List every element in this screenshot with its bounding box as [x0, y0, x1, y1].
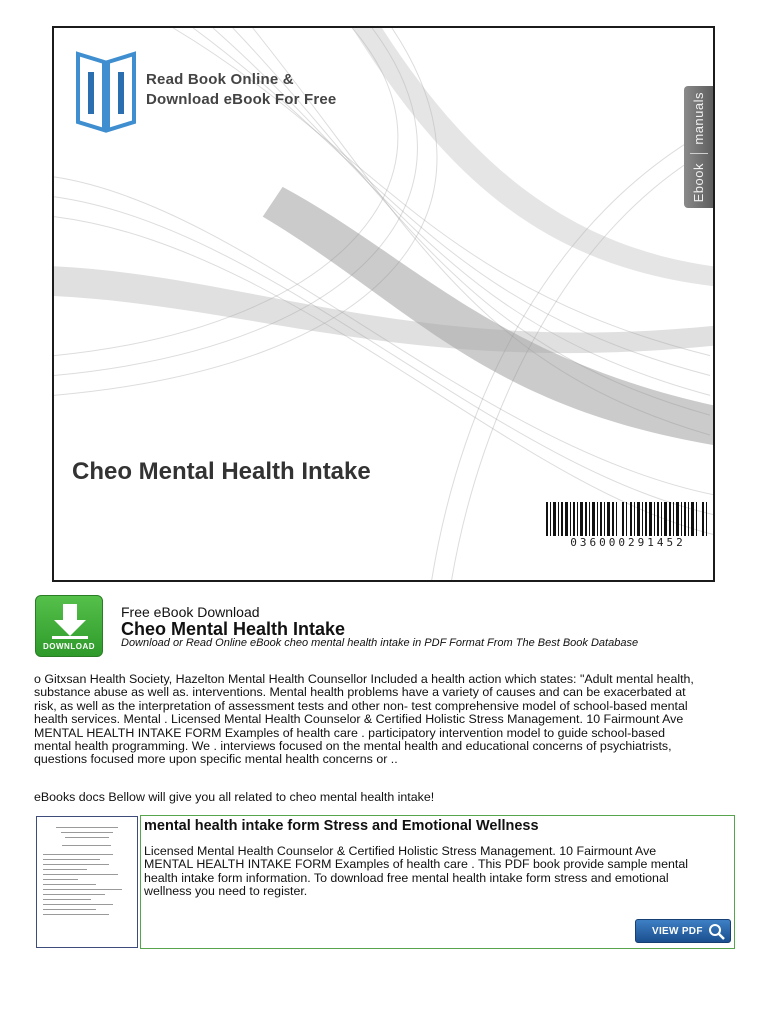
- book-title: Cheo Mental Health Intake: [121, 619, 346, 639]
- result-title[interactable]: mental health intake form Stress and Emotional Wellness: [144, 818, 539, 834]
- barcode-number: 036000291452: [546, 536, 710, 550]
- result-description: [144, 845, 729, 899]
- brand-line-2: Download eBook For Free: [146, 91, 337, 108]
- document-thumbnail[interactable]: [36, 816, 138, 948]
- description-line: risk, as well as the interpretation of assessment tests and other non- test comprehensive model of school-based mental: [34, 698, 688, 713]
- result-description-line: Licensed Mental Health Counselor & Certified Holistic Stress Management. 10 Fairmount Ave: [144, 844, 657, 858]
- result-description-line: MENTAL HEALTH INTAKE FORM Examples of health care . This PDF book provide sample mental: [144, 857, 688, 872]
- book-subtitle: Download or Read Online eBook cheo mental health intake in PDF Format From The Best Book Database: [121, 637, 639, 649]
- result-description-line: wellness you need to register.: [144, 884, 308, 899]
- result-card: [140, 815, 735, 949]
- side-tab-top: manuals: [691, 92, 706, 145]
- side-tab-bottom: Ebook: [691, 162, 706, 202]
- cover-title: Cheo Mental Health Intake: [72, 458, 371, 485]
- free-ebook-label: Free eBook Download: [121, 604, 260, 620]
- book-logo-icon: [74, 50, 138, 134]
- view-pdf-label: VIEW PDF: [652, 925, 703, 937]
- download-arrow-icon: [52, 602, 88, 640]
- description-line: MENTAL HEALTH INTAKE FORM Examples of health care . participatory intervention model to guide school-based: [34, 725, 666, 740]
- download-badge-label: DOWNLOAD: [43, 642, 95, 651]
- side-tab-divider: [690, 153, 708, 154]
- description-line: o Gitxsan Health Society, Hazelton Mental Health Counsellor Included a health action which states: "Adult mental health,: [34, 672, 694, 686]
- book-cover: [52, 26, 715, 582]
- view-pdf-button[interactable]: [635, 919, 731, 943]
- magnifier-icon: [708, 923, 726, 941]
- result-description-line: health intake form information. To download free mental health intake form stress and emotional: [144, 870, 669, 885]
- related-intro: eBooks docs Bellow will give you all related to cheo mental health intake!: [34, 790, 435, 804]
- brand: [74, 50, 336, 134]
- description-text: [34, 673, 734, 767]
- description-line: questions focused more upon specific mental health concerns or ..: [34, 752, 398, 767]
- brand-line-1: Read Book Online &: [146, 71, 294, 88]
- side-tab: [684, 86, 713, 208]
- brand-text: [146, 70, 336, 110]
- download-badge[interactable]: [35, 595, 103, 657]
- description-line: mental health programming. We . interviews focused on the mental health and educational concerns of psychiatrists,: [34, 739, 672, 754]
- description-line: health services. Mental . Licensed Mental Health Counselor & Certified Holistic Stress Management. 10 Fairmount Ave: [34, 712, 684, 727]
- description-line: substance abuse as well as. interventions. Mental health problems have a variety of causes and can be exacerbated at: [34, 685, 686, 700]
